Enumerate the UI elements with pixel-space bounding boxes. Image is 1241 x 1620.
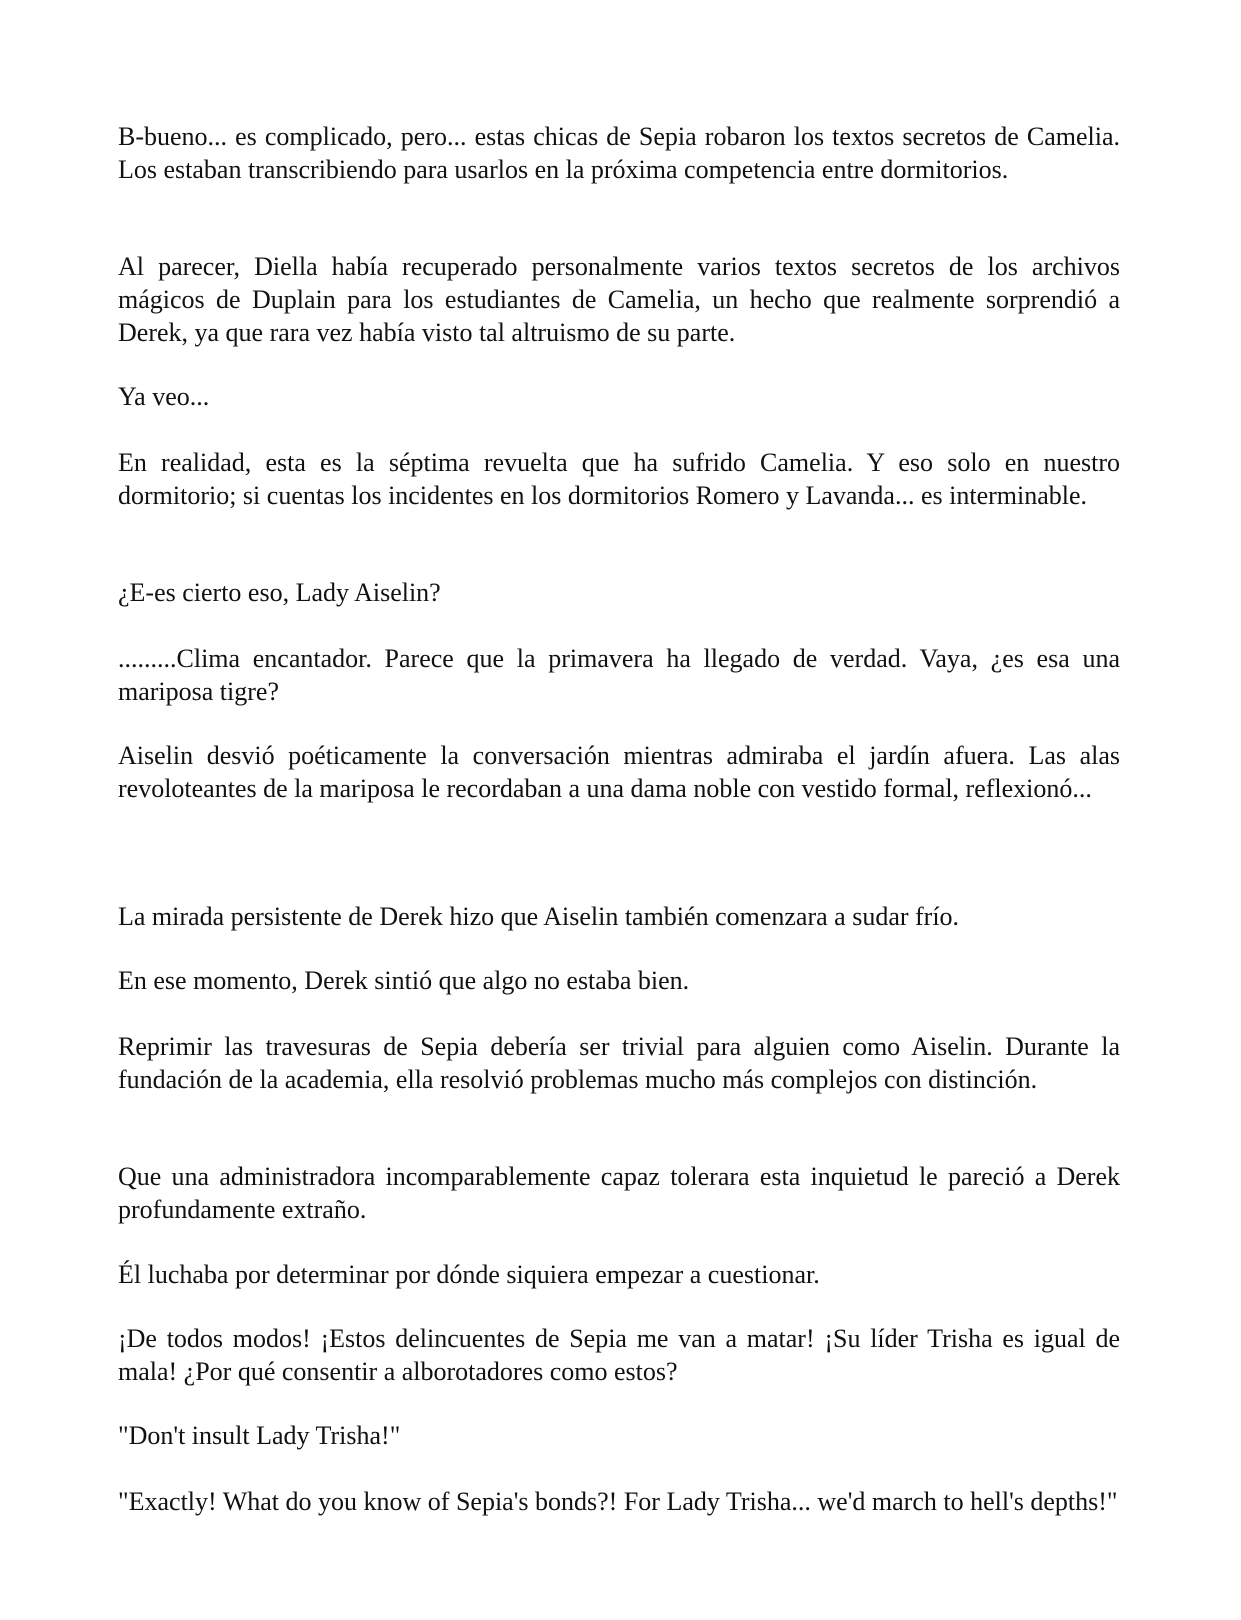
paragraph-8: La mirada persistente de Derek hizo que Aiselin también comenzara a sudar frío. xyxy=(118,902,960,931)
paragraph-3: Ya veo... xyxy=(118,382,210,411)
paragraph-9: En ese momento, Derek sintió que algo no estaba bien. xyxy=(118,966,690,995)
paragraph-5: ¿E-es cierto eso, Lady Aiselin? xyxy=(118,578,441,607)
paragraph-15: "Exactly! What do you know of Sepia's bonds?! For Lady Trisha... we'd march to hell's depths!" xyxy=(118,1487,1118,1516)
paragraph-13: ¡De todos modos! ¡Estos delincuentes de Sepia me van a matar! ¡Su líder Trisha es igual de mala! ¿Por qué consentir a alborotadores como estos? xyxy=(118,1324,1120,1386)
paragraph-2: Al parecer, Diella había recuperado personalmente varios textos secretos de los archivos mágicos de Duplain para los estudiantes de Camelia, un hecho que realmente sorprendió a Derek, ya que rara vez había visto tal altruismo de su parte. xyxy=(118,252,1120,347)
paragraph-4: En realidad, esta es la séptima revuelta que ha sufrido Camelia. Y eso solo en nuestro dormitorio; si cuentas los incidentes en los dormitorios Romero y Lavanda... es interminable. xyxy=(118,448,1120,510)
paragraph-6: .........Clima encantador. Parece que la primavera ha llegado de verdad. Vaya, ¿es esa una mariposa tigre? xyxy=(118,644,1120,706)
paragraph-10: Reprimir las travesuras de Sepia debería ser trivial para alguien como Aiselin. Durante la fundación de la academia, ella resolvió problemas mucho más complejos con distinción. xyxy=(118,1032,1120,1094)
paragraph-7: Aiselin desvió poéticamente la conversación mientras admiraba el jardín afuera. Las alas revoloteantes de la mariposa le recordaban a una dama noble con vestido formal, reflexionó... xyxy=(118,741,1120,803)
paragraph-14: "Don't insult Lady Trisha!" xyxy=(118,1421,401,1450)
paragraph-1: B-bueno... es complicado, pero... estas chicas de Sepia robaron los textos secretos de Camelia. Los estaban transcribiendo para usarlos en la próxima competencia entre dormitorios. xyxy=(118,122,1120,184)
paragraph-11: Que una administradora incomparablemente capaz tolerara esta inquietud le pareció a Derek profundamente extraño. xyxy=(118,1162,1120,1224)
paragraph-12: Él luchaba por determinar por dónde siquiera empezar a cuestionar. xyxy=(118,1260,820,1289)
